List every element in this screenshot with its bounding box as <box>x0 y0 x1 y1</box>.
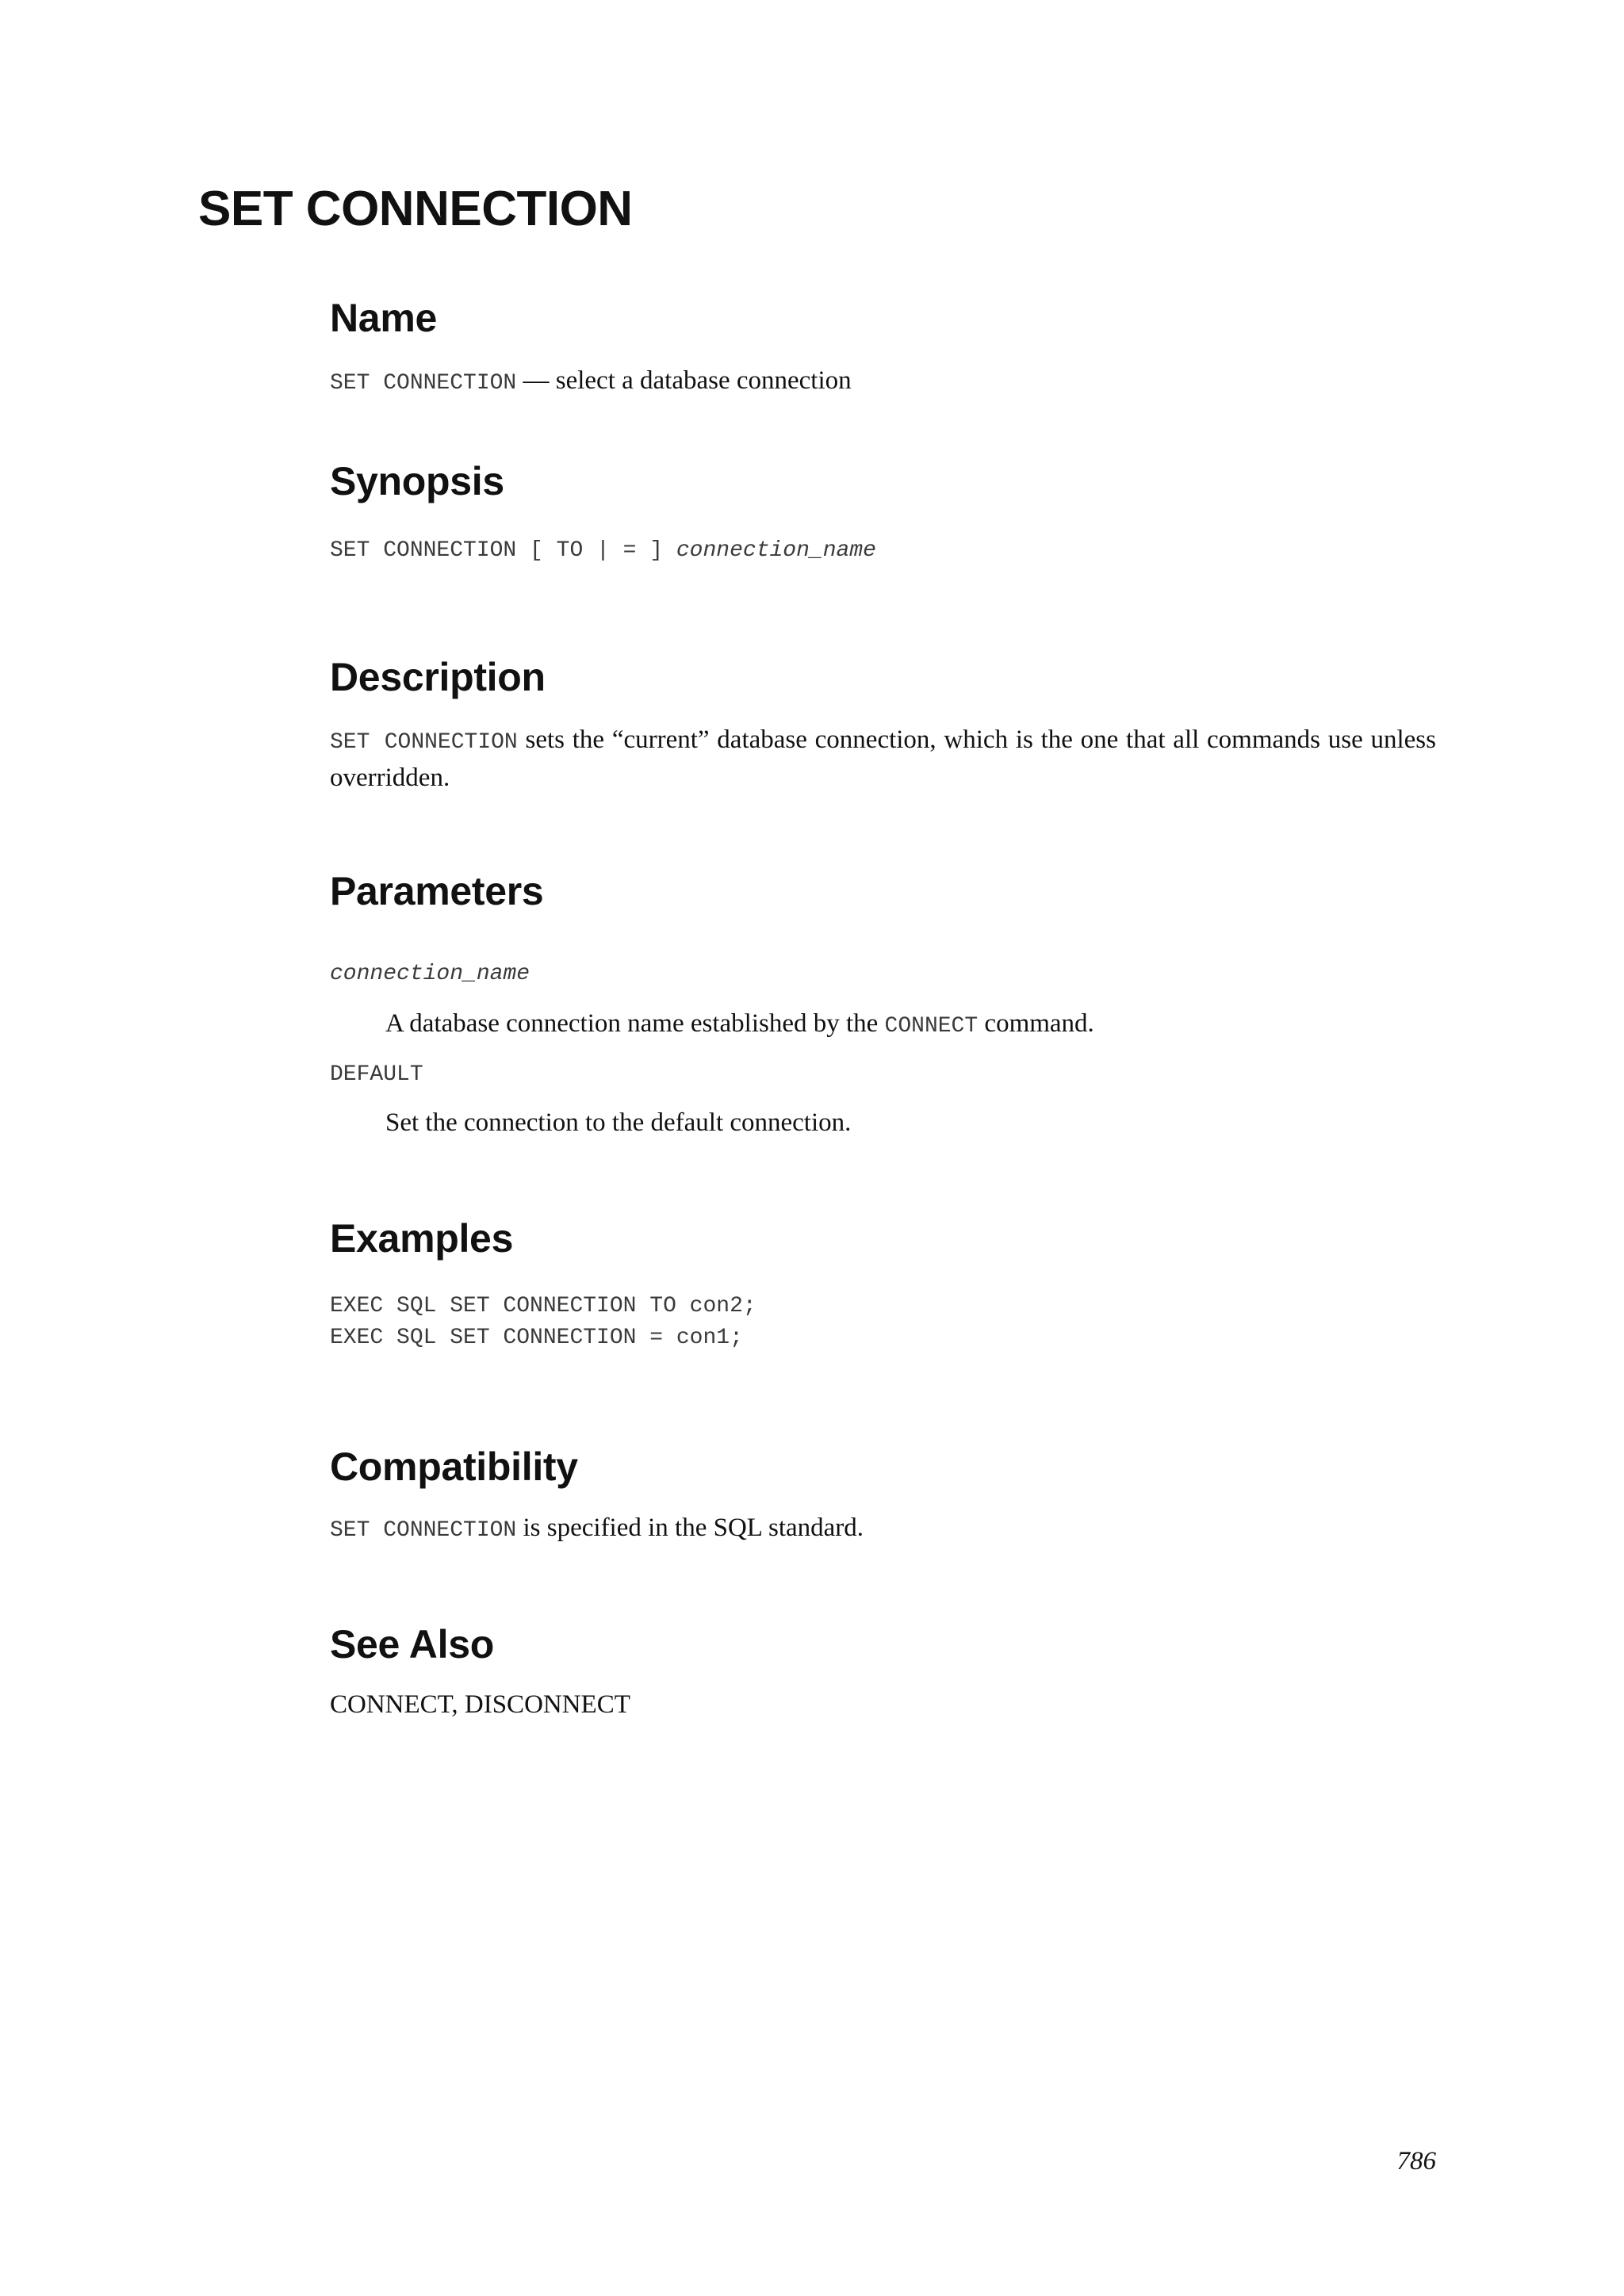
parameter-desc-before: A database connection name established by the <box>385 1009 885 1038</box>
name-paragraph <box>330 363 1436 401</box>
parameter-term: DEFAULT <box>330 1062 423 1087</box>
example-line: EXEC SQL SET CONNECTION = con1; <box>330 1326 743 1350</box>
example-line: EXEC SQL SET CONNECTION TO con2; <box>330 1294 756 1318</box>
synopsis-param: connection_name <box>676 538 876 563</box>
parameters-heading: Parameters <box>330 869 544 913</box>
compatibility-text: is specified in the SQL standard. <box>516 1513 864 1542</box>
name-heading: Name <box>330 296 437 340</box>
synopsis-syntax: SET CONNECTION [ TO | = ] <box>330 538 676 563</box>
parameter-desc-after: command. <box>978 1009 1094 1038</box>
description-heading: Description <box>330 655 546 699</box>
description-text: sets the “current” database connection, which is the one that all commands use unless overridden. <box>330 725 1436 792</box>
description-paragraph <box>330 722 1436 796</box>
synopsis-code <box>330 535 876 567</box>
see-also-heading: See Also <box>330 1622 494 1667</box>
compatibility-heading: Compatibility <box>330 1445 578 1489</box>
name-command: SET CONNECTION <box>330 371 517 396</box>
name-summary: — select a database connection <box>516 366 852 395</box>
description-command: SET CONNECTION <box>330 730 518 755</box>
parameter-description: Set the connection to the default connection. <box>385 1108 852 1137</box>
page-number: 786 <box>1396 2147 1436 2175</box>
parameter-description <box>385 1006 1436 1044</box>
examples-code-block <box>330 1291 756 1354</box>
examples-heading: Examples <box>330 1216 514 1261</box>
parameter-desc-code: CONNECT <box>884 1014 979 1039</box>
page-title: SET CONNECTION <box>198 182 633 236</box>
compatibility-command: SET CONNECTION <box>330 1518 517 1543</box>
parameter-term: connection_name <box>330 962 530 986</box>
synopsis-heading: Synopsis <box>330 459 504 503</box>
see-also-links: CONNECT, DISCONNECT <box>330 1690 630 1719</box>
compatibility-paragraph <box>330 1510 1436 1548</box>
